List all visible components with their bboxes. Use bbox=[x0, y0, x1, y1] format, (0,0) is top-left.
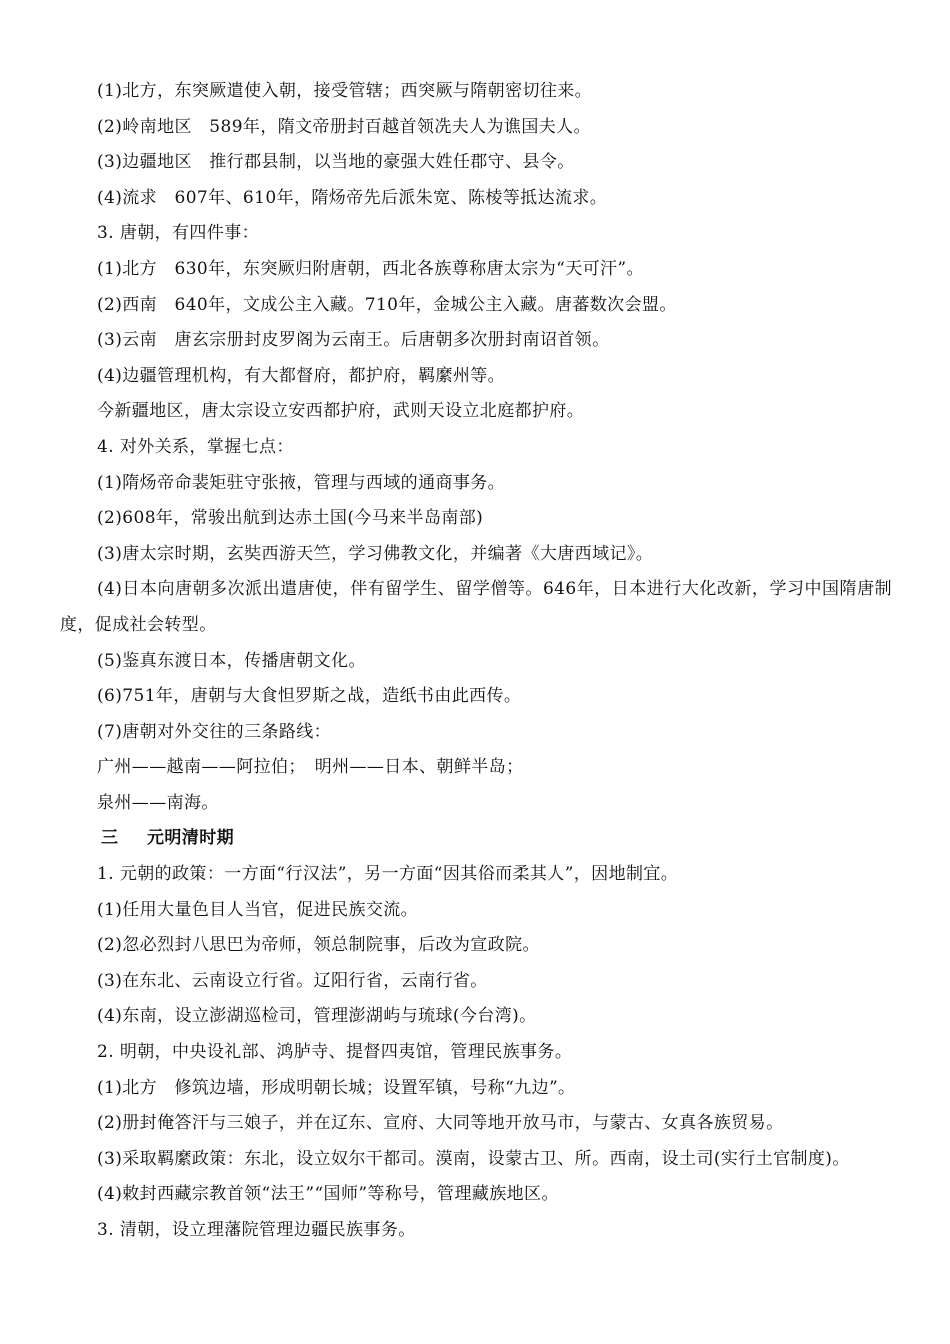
paragraph: (2)西南 640年，文成公主入藏。710年，金城公主入藏。唐蕃数次会盟。 bbox=[97, 294, 677, 315]
paragraph: (5)鉴真东渡日本，传播唐朝文化。 bbox=[97, 650, 366, 671]
paragraph: (4)流求 607年、610年，隋炀帝先后派朱宽、陈棱等抵达流求。 bbox=[97, 187, 608, 208]
paragraph: (3)云南 唐玄宗册封皮罗阁为云南王。后唐朝多次册封南诏首领。 bbox=[97, 330, 610, 351]
paragraph: (1)北方 修筑边墙，形成明朝长城；设置军镇，号称“九边”。 bbox=[97, 1077, 576, 1098]
paragraph: (2)册封俺答汗与三娘子，并在辽东、宣府、大同等地开放马市，与蒙古、女真各族贸易。 bbox=[97, 1113, 784, 1134]
paragraph: (7)唐朝对外交往的三条路线： bbox=[97, 721, 332, 742]
section-number: 三 bbox=[101, 828, 119, 849]
subheading: 3. 唐朝，有四件事： bbox=[97, 223, 260, 244]
paragraph: (1)任用大量色目人当官，促进民族交流。 bbox=[97, 899, 419, 920]
paragraph: (2)忽必烈封八思巴为帝师，领总制院事，后改为宣政院。 bbox=[97, 935, 540, 956]
subheading: 2. 明朝，中央设礼部、鸿胪寺、提督四夷馆，管理民族事务。 bbox=[97, 1042, 573, 1063]
paragraph: (1)北方，东突厥遣使入朝，接受管辖；西突厥与隋朝密切往来。 bbox=[97, 81, 593, 101]
paragraph: (4)敕封西藏宗教首领“法王”“国师”等称号，管理藏族地区。 bbox=[97, 1184, 559, 1205]
paragraph: (4)日本向唐朝多次派出遣唐使，伴有留学生、留学僧等。646年，日本进行大化改新，学习中国隋唐制度，促成社会转型。 bbox=[60, 579, 892, 635]
paragraph: (3)唐太宗时期，玄奘西游天竺，学习佛教文化，并编著《大唐西域记》。 bbox=[97, 543, 654, 564]
paragraph: (1)北方 630年，东突厥归附唐朝，西北各族尊称唐太宗为“天可汗”。 bbox=[97, 258, 644, 279]
paragraph: (2)岭南地区 589年，隋文帝册封百越首领冼夫人为谯国夫人。 bbox=[97, 116, 591, 137]
paragraph: 广州——越南——阿拉伯； 明州——日本、朝鲜半岛； bbox=[97, 757, 524, 778]
paragraph: (3)在东北、云南设立行省。辽阳行省，云南行省。 bbox=[97, 970, 488, 991]
paragraph: (6)751年，唐朝与大食怛罗斯之战，造纸书由此西传。 bbox=[97, 686, 522, 707]
paragraph: 泉州——南海。 bbox=[97, 792, 219, 813]
section-heading bbox=[60, 821, 892, 857]
paragraph: (4)东南，设立澎湖巡检司，管理澎湖屿与琉球(今台湾)。 bbox=[97, 1006, 537, 1027]
section-title: 元明清时期 bbox=[147, 828, 234, 849]
subheading: 3. 清朝，设立理藩院管理边疆民族事务。 bbox=[97, 1220, 416, 1240]
subheading: 1. 元朝的政策：一方面“行汉法”，另一方面“因其俗而柔其人”，因地制宜。 bbox=[97, 864, 679, 885]
paragraph: (3)边疆地区 推行郡县制，以当地的豪强大姓任郡守、县令。 bbox=[97, 152, 575, 173]
paragraph: (1)隋炀帝命裴矩驻守张掖，管理与西域的通商事务。 bbox=[97, 472, 506, 493]
paragraph: (2)608年，常骏出航到达赤土国(今马来半岛南部) bbox=[97, 508, 484, 529]
paragraph: (3)采取羁縻政策：东北，设立奴尔干都司。漠南，设蒙古卫、所。西南，设土司(实行土官制度)。 bbox=[97, 1148, 850, 1169]
paragraph: (4)边疆管理机构，有大都督府，都护府，羁縻州等。 bbox=[97, 365, 506, 386]
subheading: 4. 对外关系，掌握七点： bbox=[97, 436, 294, 457]
paragraph: 今新疆地区，唐太宗设立安西都护府，武则天设立北庭都护府。 bbox=[97, 401, 585, 422]
document-body bbox=[60, 74, 892, 1249]
